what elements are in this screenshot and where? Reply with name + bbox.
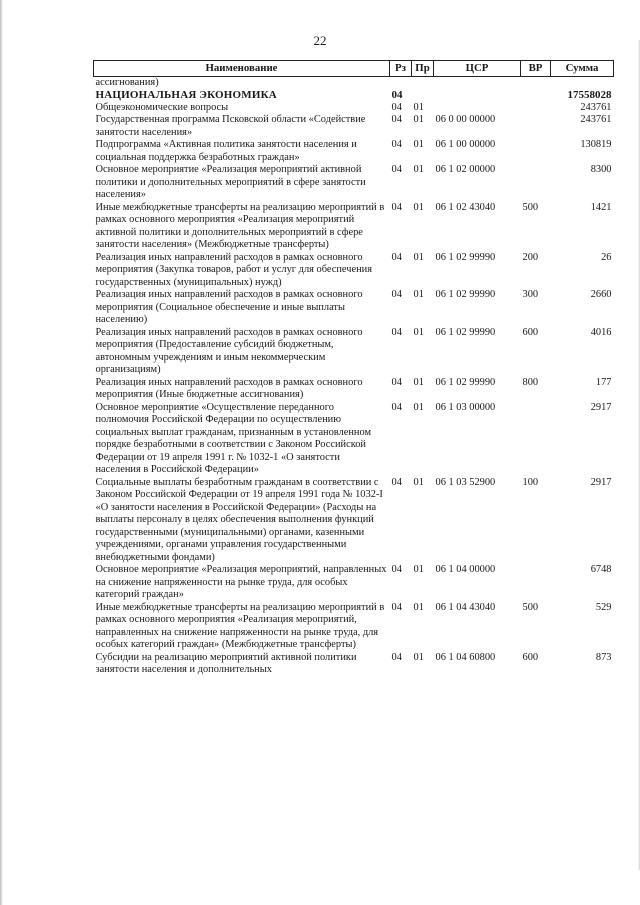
table-row <box>94 89 614 102</box>
csr-cell: 06 1 04 60800 <box>435 651 496 663</box>
csr-cell <box>434 76 521 89</box>
pr-cell: 01 <box>413 114 424 125</box>
table-header <box>94 61 614 77</box>
pr-cell <box>412 89 434 102</box>
pr-cell: 01 <box>413 139 424 150</box>
rz-cell: 04 <box>391 401 402 413</box>
sum-cell: 873 <box>595 651 612 663</box>
vr-cell <box>521 402 551 477</box>
vr-cell: 300 <box>522 289 539 300</box>
pr-cell <box>412 76 434 89</box>
name-cell: Основное мероприятие «Реализация мероприятий, направленных на снижение напряженности на рынке труда, для особых категорий граждан» <box>95 564 387 600</box>
csr-cell: 06 1 02 99990 <box>435 326 496 338</box>
name-cell: Основное мероприятие «Реализация мероприятий активной политики и дополнительных мероприятий в сфере занятости населения» <box>95 164 366 200</box>
rz-cell: 04 <box>391 201 402 213</box>
sum-cell: 2917 <box>590 401 612 413</box>
rz-cell: 04 <box>391 251 402 263</box>
rz-cell: 04 <box>391 564 402 575</box>
rz-cell: 04 <box>391 289 402 300</box>
table-row <box>94 289 614 327</box>
pr-cell: 01 <box>413 164 424 175</box>
pr-cell: 01 <box>413 101 424 113</box>
name-cell: Реализация иных направлений расходов в рамках основного мероприятия (Закупка товаров, работ и услуг для обеспечения государственных (муниципальных) нужд) <box>95 251 372 288</box>
vr-cell <box>521 164 551 202</box>
pr-cell: 01 <box>413 651 424 663</box>
vr-cell: 200 <box>522 251 539 263</box>
table-row <box>94 377 614 402</box>
name-cell: Подпрограмма «Активная политика занятости населения и социальная поддержка безработных граждан» <box>95 139 357 163</box>
csr-cell: 06 1 04 43040 <box>435 601 496 613</box>
sum-cell: 2917 <box>590 476 612 488</box>
table-row <box>94 652 614 677</box>
scan-edge <box>0 0 3 905</box>
vr-cell: 500 <box>522 201 539 213</box>
name-cell: Реализация иных направлений расходов в рамках основного мероприятия (Предоставление субсидий бюджетным, автономным учреждениям и иным некоммерческим организациям) <box>95 326 363 375</box>
sum-cell: 4016 <box>590 326 612 338</box>
vr-cell: 500 <box>522 601 539 613</box>
name-cell: Реализация иных направлений расходов в рамках основного мероприятия (Иные бюджетные ассигнования) <box>95 376 363 400</box>
pr-cell: 01 <box>413 326 424 338</box>
table-row <box>94 602 614 652</box>
name-cell: Реализация иных направлений расходов в рамках основного мероприятия (Социальное обеспечение и иные выплаты населению) <box>95 289 363 325</box>
sum-cell: 26 <box>601 251 612 263</box>
rz-cell: 04 <box>391 651 402 663</box>
csr-cell <box>434 89 521 102</box>
sum-cell: 529 <box>595 601 612 613</box>
table-row <box>94 327 614 377</box>
name-cell: НАЦИОНАЛЬНАЯ ЭКОНОМИКА <box>95 89 277 101</box>
header-vr: ВР <box>521 61 551 77</box>
sum-cell: 243761 <box>580 101 612 113</box>
table-row <box>94 477 614 565</box>
sum-cell: 130819 <box>580 139 612 150</box>
rz-cell: 04 <box>391 139 402 150</box>
vr-cell <box>521 102 551 115</box>
name-cell: Иные межбюджетные трансферты на реализацию мероприятий в рамках основного мероприятия «Реализация мероприятий, направленных на снижение напряженности на рынке труда, для особых категорий граждан» (Межбюджетные трансферты) <box>95 601 385 650</box>
table-row <box>94 164 614 202</box>
csr-cell <box>434 102 521 115</box>
table-row <box>94 252 614 290</box>
sum-cell: 2660 <box>590 289 612 300</box>
rz-cell: 04 <box>391 164 402 175</box>
sum-cell: 8300 <box>590 164 612 175</box>
sum-cell: 1421 <box>590 201 612 213</box>
vr-cell <box>521 89 551 102</box>
table-row <box>94 102 614 115</box>
csr-cell: 06 0 00 00000 <box>435 114 496 125</box>
header-csr: ЦСР <box>434 61 521 77</box>
table-body <box>94 76 614 677</box>
table-row <box>94 564 614 602</box>
name-cell: ассигнования) <box>95 76 159 88</box>
table-row <box>94 402 614 477</box>
name-cell: Основное мероприятие «Осуществление переданного полномочия Российской Федерации по осуществлению социальных выплат гражданам, признанным в установленном порядке безработными в соответствии с Законом Российской Федерации от 19 апреля 1991 г. № 1032-1 «О занятости населения в Российской Федерации» <box>95 401 372 475</box>
sum-cell: 17558028 <box>567 89 612 101</box>
name-cell: Социальные выплаты безработным гражданам в соответствии с Законом Российской Федерации от 19 апреля 1991 года № 1032-I «О занятости населения в Российской Федерации» (Расходы на выплаты персоналу в целях обеспечения выполнения функций государственными (муниципальными) органами, казенными учреждениями, органами управления государственными внебюджетными фондами) <box>95 476 383 563</box>
vr-cell <box>521 139 551 164</box>
name-cell: Субсидии на реализацию мероприятий активной политики занятости населения и дополнительных <box>95 651 357 675</box>
csr-cell: 06 1 00 00000 <box>435 139 496 150</box>
csr-cell: 06 1 04 00000 <box>435 564 496 575</box>
rz-cell: 04 <box>391 476 402 488</box>
vr-cell: 100 <box>522 476 539 488</box>
vr-cell <box>521 564 551 602</box>
csr-cell: 06 1 02 99990 <box>435 289 496 300</box>
rz-cell: 04 <box>391 101 402 113</box>
vr-cell: 600 <box>522 326 539 338</box>
name-cell: Иные межбюджетные трансферты на реализацию мероприятий в рамках основного мероприятия «Реализация мероприятий активной политики и дополнительных мероприятий в сфере занятости населения» (Межбюджетные трансферты) <box>95 201 385 250</box>
vr-cell: 800 <box>522 376 539 388</box>
csr-cell: 06 1 02 43040 <box>435 201 496 213</box>
vr-cell <box>521 114 551 139</box>
vr-cell <box>521 76 551 89</box>
budget-table <box>93 60 614 677</box>
name-cell: Общеэкономические вопросы <box>95 101 229 113</box>
name-cell: Государственная программа Псковской области «Содействие занятости населения» <box>95 114 366 138</box>
csr-cell: 06 1 03 52900 <box>435 476 496 488</box>
header-row <box>94 61 614 77</box>
rz-cell: 04 <box>391 326 402 338</box>
pr-cell: 01 <box>413 376 424 388</box>
pr-cell: 01 <box>413 401 424 413</box>
header-pr: Пр <box>412 61 434 77</box>
header-sum: Сумма <box>551 61 614 77</box>
pr-cell: 01 <box>413 201 424 213</box>
table-row <box>94 76 614 89</box>
rz-cell: 04 <box>391 114 402 125</box>
pr-cell: 01 <box>413 476 424 488</box>
pr-cell: 01 <box>413 251 424 263</box>
pr-cell: 01 <box>413 289 424 300</box>
rz-cell: 04 <box>391 89 403 101</box>
rz-cell <box>390 76 412 89</box>
pr-cell: 01 <box>413 564 424 575</box>
table-row <box>94 202 614 252</box>
sum-cell: 177 <box>595 376 612 388</box>
table-row <box>94 114 614 139</box>
rz-cell: 04 <box>391 601 402 613</box>
page-number: 22 <box>313 33 327 48</box>
sum-cell: 243761 <box>580 114 612 125</box>
csr-cell: 06 1 02 99990 <box>435 376 496 388</box>
csr-cell: 06 1 02 99990 <box>435 251 496 263</box>
vr-cell: 600 <box>522 651 539 663</box>
rz-cell: 04 <box>391 376 402 388</box>
sum-cell <box>551 76 614 89</box>
pr-cell: 01 <box>413 601 424 613</box>
csr-cell: 06 1 03 00000 <box>435 401 496 413</box>
header-name: Наименование <box>94 61 390 77</box>
csr-cell: 06 1 02 00000 <box>435 164 496 175</box>
header-rz: Рз <box>390 61 412 77</box>
sum-cell: 6748 <box>590 564 612 575</box>
table-row <box>94 139 614 164</box>
